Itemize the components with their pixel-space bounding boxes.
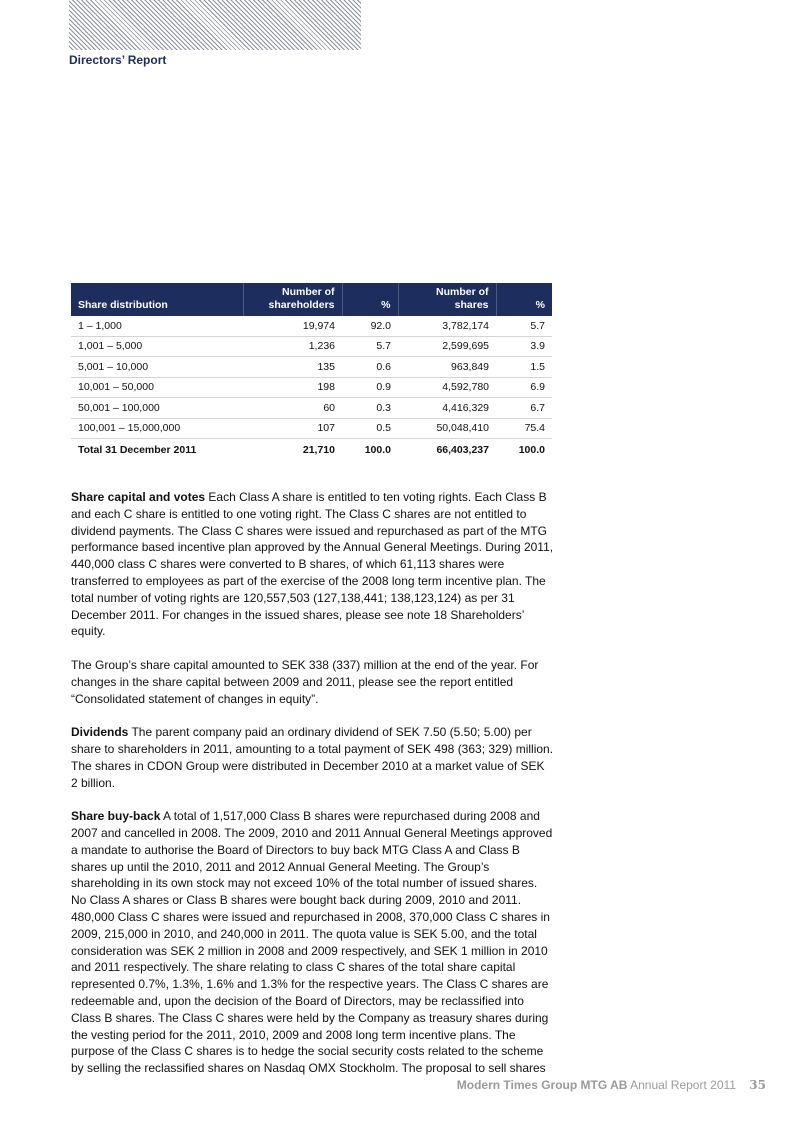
- paragraph-share-buy-back: [71, 808, 554, 1077]
- cell-shares: 963,849: [398, 357, 496, 378]
- cell-shareholders: 135: [243, 357, 342, 378]
- cell-shares: 2,599,695: [398, 336, 496, 357]
- cell-shares-percent: 6.9: [496, 377, 552, 398]
- table-total-row: [71, 439, 552, 462]
- cell-shareholders-percent: 0.3: [342, 398, 398, 419]
- section-title: Directors’ Report: [69, 53, 167, 67]
- cell-shareholders: 107: [243, 418, 342, 439]
- col-header-line: shareholders: [268, 299, 335, 311]
- col-header-share-distribution: Share distribution: [78, 299, 168, 311]
- table-row: [71, 377, 552, 398]
- cell-shareholders: 19,974: [243, 316, 342, 336]
- cell-shareholders-percent: 92.0: [342, 316, 398, 336]
- cell-total-shares-percent: 100.0: [496, 439, 552, 462]
- cell-shares-percent: 3.9: [496, 336, 552, 357]
- footer-company: Modern Times Group MTG AB: [456, 1078, 628, 1092]
- table-row: [71, 418, 552, 439]
- col-header-number-of-shares: [398, 283, 496, 316]
- paragraph-body: The parent company paid an ordinary dividend of SEK 7.50 (5.50; 5.00) per share to shareholders in 2011, amounting to a total payment of SEK 498 (363; 329) million. The shares in CDON Group were distributed in December 2010 at a market value of SEK 2 billion.: [71, 725, 554, 790]
- cell-shareholders-percent: 0.5: [342, 418, 398, 439]
- footer-report: Annual Report 2011: [630, 1078, 736, 1092]
- cell-shares: 4,416,329: [398, 398, 496, 419]
- cell-range: 5,001 – 10,000: [71, 357, 243, 378]
- cell-shareholders-percent: 5.7: [342, 336, 398, 357]
- share-distribution-table: [71, 283, 552, 461]
- cell-shares-percent: 5.7: [496, 316, 552, 336]
- cell-total-shareholders-percent: 100.0: [342, 439, 398, 462]
- cell-shareholders: 60: [243, 398, 342, 419]
- col-header-percent-shares: %: [496, 283, 552, 316]
- paragraph-heading: Share buy-back: [71, 809, 161, 824]
- col-header-line: shares: [454, 299, 489, 311]
- cell-range: 100,001 – 15,000,000: [71, 418, 243, 439]
- cell-shares: 3,782,174: [398, 316, 496, 336]
- body-text: [71, 489, 554, 1094]
- cell-range: 50,001 – 100,000: [71, 398, 243, 419]
- table-row: [71, 316, 552, 336]
- paragraph-heading: Dividends: [71, 725, 129, 740]
- col-header-line: Number of: [282, 286, 335, 298]
- paragraph-heading: Share capital and votes: [71, 490, 206, 504]
- table-row: [71, 357, 552, 378]
- cell-total-label: Total 31 December 2011: [71, 439, 243, 462]
- cell-shareholders-percent: 0.6: [342, 357, 398, 378]
- table-row: [71, 398, 552, 419]
- table-header-row: [71, 283, 552, 316]
- cell-shares-percent: 1.5: [496, 357, 552, 378]
- paragraph-body: The Group’s share capital amounted to SEK 338 (337) million at the end of the year. For changes in the share capital between 2009 and 2011, please see the report entitled “Consolidated statement of changes in equity”.: [71, 657, 539, 706]
- cell-range: 1 – 1,000: [71, 316, 243, 336]
- cell-shareholders: 1,236: [243, 336, 342, 357]
- col-header-percent-shareholders: %: [342, 283, 398, 316]
- col-header-number-of-shareholders: [243, 283, 342, 316]
- paragraph-share-capital-and-votes: [71, 489, 554, 640]
- header-hatch-decoration: [69, 0, 361, 50]
- cell-range: 10,001 – 50,000: [71, 377, 243, 398]
- cell-shareholders: 198: [243, 377, 342, 398]
- paragraph-dividends: [71, 724, 554, 791]
- cell-shareholders-percent: 0.9: [342, 377, 398, 398]
- cell-total-shares: 66,403,237: [398, 439, 496, 462]
- paragraph-share-capital-amount: [71, 657, 554, 707]
- cell-total-shareholders: 21,710: [243, 439, 342, 462]
- page-footer: [457, 1078, 766, 1092]
- cell-shares-percent: 6.7: [496, 398, 552, 419]
- paragraph-body: A total of 1,517,000 Class B shares were repurchased during 2008 and 2007 and cancelled in 2008. The 2009, 2010 and 2011 Annual General Meetings approved a mandate to authorise the Board of Directors to buy back MTG Class A and Class B shares up until the 2010, 2011 and 2012 Annual General Meeting. The Group’s shareholding in its own stock may not exceed 10% of the total number of issued shares. No Class A shares or Class B shares were bought back during 2009, 2010 and 2011. 480,000 Class C shares were issued and repurchased in 2008, 370,000 Class C shares in 2009, 215,000 in 2010, and 240,000 in 2011. The quota value is SEK 5.00, and the total consideration was SEK 2 million in 2008 and 2009 respectively, and SEK 1 million in 2010 and 2011 respectively. The share relating to class C shares of the total share capital represented 0.7%, 1.3%, 1.6% and 1.3% for the respective years. The Class C shares are redeemable and, upon the decision of the Board of Directors, may be reclassified into Class B shares. The Class C shares were held by the Company as treasury shares during the vesting period for the 2011, 2010, 2009 and 2008 long term incentive plans. The purpose of the Class C shares is to hedge the social security costs related to the scheme by selling the reclassified shares on Nasdaq OMX Stockholm. The proposal to sell shares: [71, 809, 553, 1076]
- page-number: 35: [749, 1078, 766, 1092]
- cell-shares-percent: 75.4: [496, 418, 552, 439]
- col-header-line: Number of: [436, 286, 489, 298]
- paragraph-body: Each Class A share is entitled to ten voting rights. Each Class B and each C share is entitled to one voting right. The Class C shares are not entitled to dividend payments. The Class C shares were issued and repurchased as part of the MTG performance based incentive plan approved by the Annual General Meetings. During 2011, 440,000 class C shares were converted to B shares, of which 61,113 shares were transferred to employees as part of the exercise of the 2008 long term incentive plan. The total number of voting rights are 120,557,503 (127,138,441; 138,123,124) as per 31 December 2011. For changes in the issued shares, please see note 18 Shareholders’ equity.: [71, 490, 554, 639]
- table-row: [71, 336, 552, 357]
- cell-range: 1,001 – 5,000: [71, 336, 243, 357]
- cell-shares: 50,048,410: [398, 418, 496, 439]
- cell-shares: 4,592,780: [398, 377, 496, 398]
